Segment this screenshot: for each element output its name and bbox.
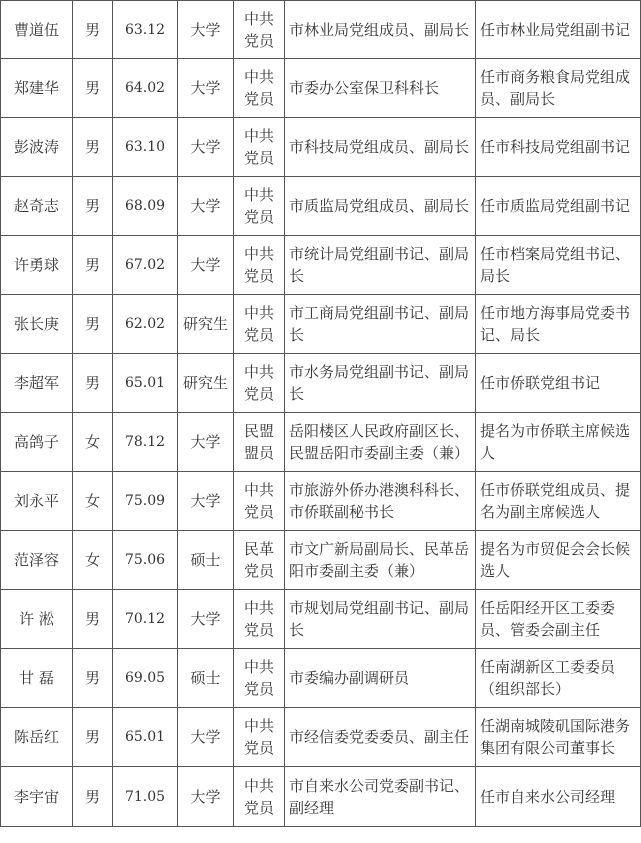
cell-proposed-position: 提名为市侨联主席候选人 [476, 413, 641, 472]
cell-gender: 男 [73, 236, 113, 295]
cell-birth: 65.01 [113, 708, 178, 767]
cell-current-position: 市文广新局副局长、民革岳阳市委副主委（兼） [285, 531, 476, 590]
cell-gender: 男 [73, 649, 113, 708]
cell-current-position: 市规划局党组副书记、副局长 [285, 590, 476, 649]
cell-current-position: 岳阳楼区人民政府副区长、民盟岳阳市委副主委（兼） [285, 413, 476, 472]
cell-education: 大学 [178, 472, 234, 531]
cell-education: 研究生 [178, 295, 234, 354]
cell-education: 大学 [178, 236, 234, 295]
table-row [1, 472, 641, 531]
cell-birth: 67.02 [113, 236, 178, 295]
cell-name: 陈岳红 [1, 708, 73, 767]
cell-education: 大学 [178, 708, 234, 767]
cell-proposed-position: 任市质监局党组副书记 [476, 177, 641, 236]
cell-party: 中共党员 [234, 236, 285, 295]
cell-current-position: 市统计局党组副书记、副局长 [285, 236, 476, 295]
cell-party: 民盟盟员 [234, 413, 285, 472]
table-row [1, 531, 641, 590]
cell-birth: 78.12 [113, 413, 178, 472]
table-row [1, 354, 641, 413]
cell-name: 高鸽子 [1, 413, 73, 472]
cell-gender: 男 [73, 59, 113, 118]
cell-education: 研究生 [178, 354, 234, 413]
cell-birth: 63.10 [113, 118, 178, 177]
cell-name: 李宇宙 [1, 767, 73, 827]
cell-proposed-position: 任市科技局党组副书记 [476, 118, 641, 177]
cell-gender: 男 [73, 708, 113, 767]
cell-party: 中共党员 [234, 1, 285, 59]
cell-current-position: 市林业局党组成员、副局长 [285, 1, 476, 59]
cell-gender: 女 [73, 413, 113, 472]
cell-gender: 女 [73, 472, 113, 531]
cell-current-position: 市经信委党委委员、副主任 [285, 708, 476, 767]
cell-birth: 75.09 [113, 472, 178, 531]
cell-name: 张长庚 [1, 295, 73, 354]
cell-name: 甘 磊 [1, 649, 73, 708]
cell-proposed-position: 提名为市贸促会会长候选人 [476, 531, 641, 590]
cell-proposed-position: 任市林业局党组副书记 [476, 1, 641, 59]
cell-birth: 71.05 [113, 767, 178, 827]
cell-gender: 男 [73, 177, 113, 236]
cell-party: 中共党员 [234, 649, 285, 708]
table-row [1, 177, 641, 236]
cell-gender: 男 [73, 295, 113, 354]
cell-gender: 男 [73, 354, 113, 413]
table-body [1, 1, 641, 827]
cell-current-position: 市旅游外侨办港澳科科长、市侨联副秘书长 [285, 472, 476, 531]
table-row [1, 1, 641, 59]
cell-education: 硕士 [178, 531, 234, 590]
cell-education: 大学 [178, 177, 234, 236]
cell-birth: 65.01 [113, 354, 178, 413]
cell-proposed-position: 任湖南城陵矶国际港务集团有限公司董事长 [476, 708, 641, 767]
table-row [1, 413, 641, 472]
table-row [1, 708, 641, 767]
table-row [1, 649, 641, 708]
cell-current-position: 市水务局党组副书记、副局长 [285, 354, 476, 413]
cell-gender: 男 [73, 1, 113, 59]
cell-party: 中共党员 [234, 590, 285, 649]
cell-education: 大学 [178, 1, 234, 59]
table-row [1, 59, 641, 118]
cell-gender: 男 [73, 118, 113, 177]
cell-birth: 64.02 [113, 59, 178, 118]
cell-gender: 男 [73, 767, 113, 827]
cell-proposed-position: 任岳阳经开区工委委员、管委会副主任 [476, 590, 641, 649]
cell-current-position: 市委办公室保卫科科长 [285, 59, 476, 118]
cell-education: 硕士 [178, 649, 234, 708]
cell-name: 郑建华 [1, 59, 73, 118]
cell-name: 许勇球 [1, 236, 73, 295]
cell-education: 大学 [178, 118, 234, 177]
cell-name: 彭波涛 [1, 118, 73, 177]
cell-name: 赵奇志 [1, 177, 73, 236]
cell-birth: 62.02 [113, 295, 178, 354]
cell-party: 中共党员 [234, 295, 285, 354]
cell-proposed-position: 任市自来水公司经理 [476, 767, 641, 827]
cell-birth: 63.12 [113, 1, 178, 59]
table-row [1, 590, 641, 649]
cell-proposed-position: 任市侨联党组成员、提名为副主席候选人 [476, 472, 641, 531]
cell-party: 中共党员 [234, 767, 285, 827]
cell-party: 中共党员 [234, 118, 285, 177]
table-row [1, 118, 641, 177]
cell-current-position: 市委编办副调研员 [285, 649, 476, 708]
cell-party: 中共党员 [234, 59, 285, 118]
cell-proposed-position: 任市档案局党组书记、局长 [476, 236, 641, 295]
cell-education: 大学 [178, 59, 234, 118]
cell-party: 中共党员 [234, 354, 285, 413]
cell-party: 中共党员 [234, 177, 285, 236]
cell-birth: 69.05 [113, 649, 178, 708]
cell-gender: 女 [73, 531, 113, 590]
cell-party: 中共党员 [234, 472, 285, 531]
cell-proposed-position: 任市地方海事局党委书记、局长 [476, 295, 641, 354]
cell-gender: 男 [73, 590, 113, 649]
cell-proposed-position: 任南湖新区工委委员（组织部长） [476, 649, 641, 708]
cell-proposed-position: 任市商务粮食局党组成员、副局长 [476, 59, 641, 118]
cell-birth: 70.12 [113, 590, 178, 649]
cell-name: 范泽容 [1, 531, 73, 590]
cell-party: 民革党员 [234, 531, 285, 590]
cell-education: 大学 [178, 590, 234, 649]
cell-current-position: 市质监局党组成员、副局长 [285, 177, 476, 236]
cell-name: 刘永平 [1, 472, 73, 531]
cell-current-position: 市自来水公司党委副书记、副经理 [285, 767, 476, 827]
cell-birth: 68.09 [113, 177, 178, 236]
cell-current-position: 市工商局党组副书记、副局长 [285, 295, 476, 354]
cell-proposed-position: 任市侨联党组书记 [476, 354, 641, 413]
cell-name: 李超军 [1, 354, 73, 413]
table-row [1, 236, 641, 295]
cell-birth: 75.06 [113, 531, 178, 590]
cell-education: 大学 [178, 413, 234, 472]
cell-name: 许 淞 [1, 590, 73, 649]
cell-education: 大学 [178, 767, 234, 827]
cell-party: 中共党员 [234, 708, 285, 767]
cell-current-position: 市科技局党组成员、副局长 [285, 118, 476, 177]
table-row [1, 767, 641, 827]
cell-name: 曹道伍 [1, 1, 73, 59]
table-row [1, 295, 641, 354]
